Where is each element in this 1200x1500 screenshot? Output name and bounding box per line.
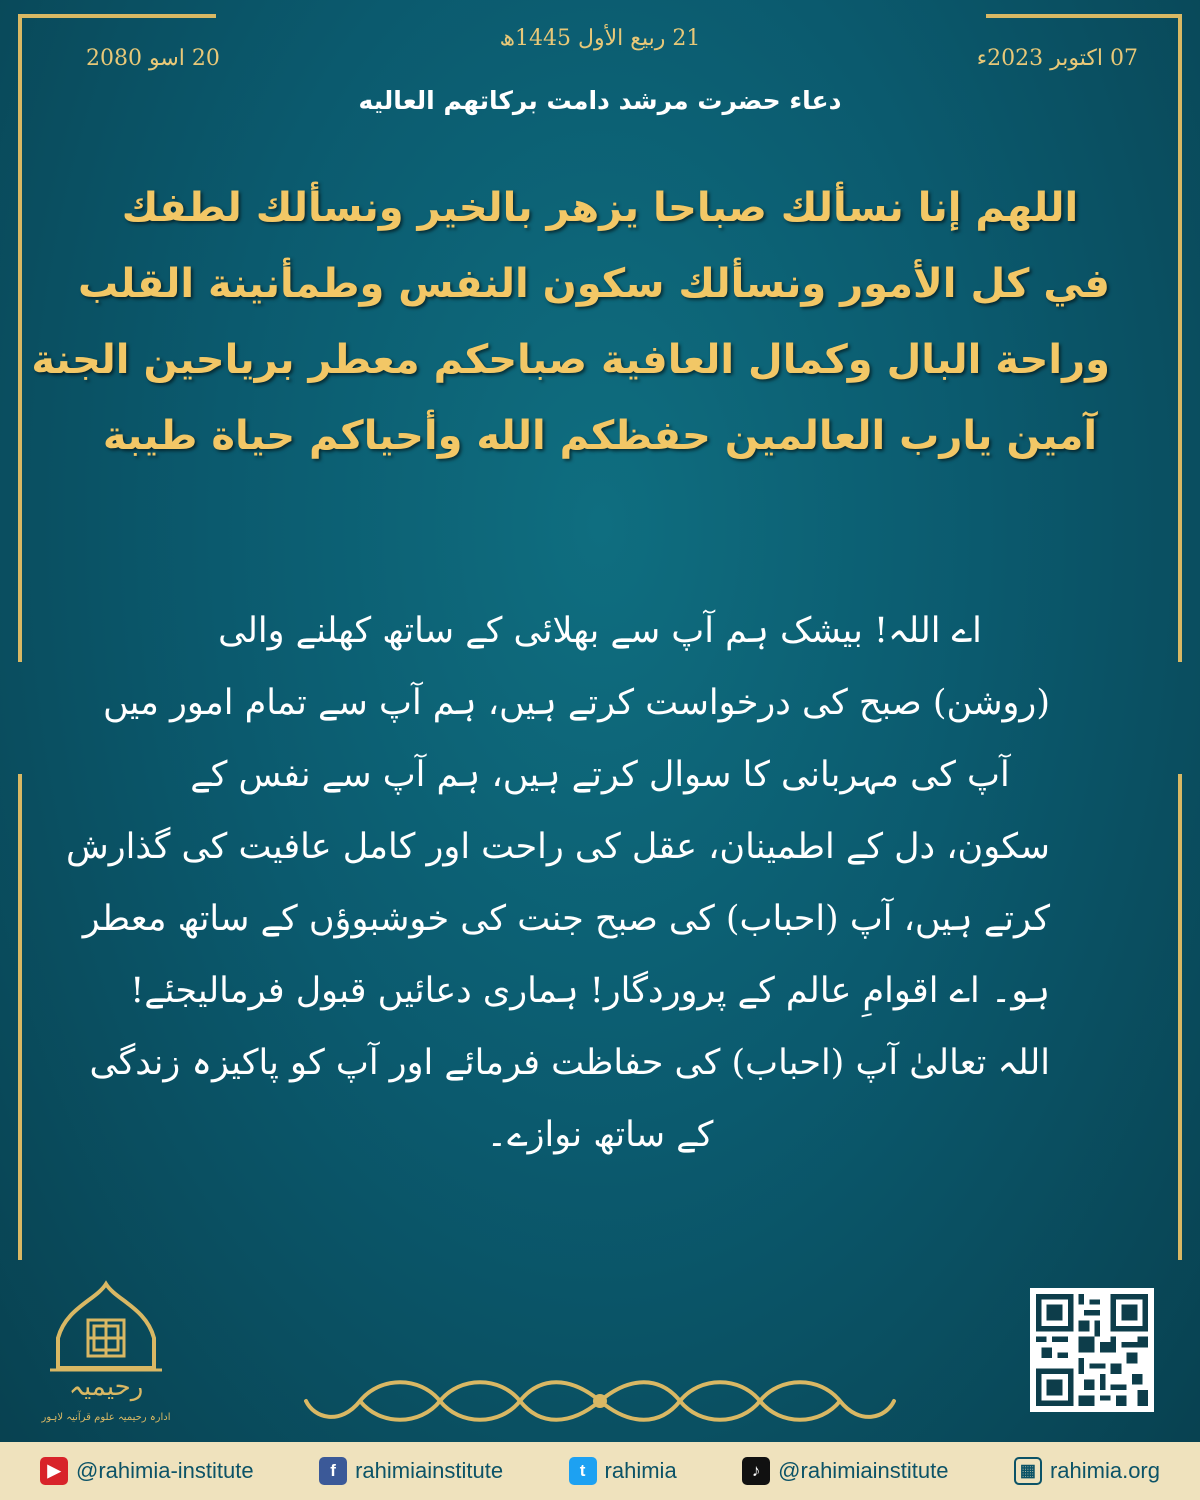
twitter-icon: t <box>569 1457 597 1485</box>
urdu-line: کے ساتھ نوازے۔ <box>486 1115 714 1155</box>
urdu-line: کرتے ہیں، آپ (احباب) کی صبح جنت کی خوشبوؤں کے ساتھ معطر <box>82 899 1050 939</box>
arabic-line: اللهم إنا نسألك صباحا يزهر بالخير ونسألك لطفك <box>121 185 1079 231</box>
rahimia-logo <box>36 1280 176 1440</box>
gregorian-date: 07 اکتوبر 2023ء <box>976 46 1138 71</box>
website-url: rahimia.org <box>1049 1458 1160 1483</box>
frame-right-lower <box>1178 774 1182 1260</box>
hijri-date: 21 ربيع الأول 1445ھ <box>499 26 701 51</box>
footer-social-bar <box>0 1442 1200 1500</box>
urdu-line: آپ کی مہربانی کا سوال کرتے ہیں، ہم آپ سے نفس کے <box>190 755 1010 795</box>
dua-title: دعاء حضرت مرشد دامت برکاتھم العالیه <box>358 86 842 115</box>
arabic-line: وراحة البال وكمال العافية صباحكم معطر برياحين الجنة <box>31 337 1110 383</box>
web-qr-icon: ▦ <box>1014 1457 1042 1485</box>
urdu-line: اے اللہ! بیشک ہم آپ سے بھلائی کے ساتھ کھلنے والی <box>218 611 982 651</box>
arabic-dua <box>31 170 1110 474</box>
twitter-handle: rahimia <box>604 1458 677 1483</box>
youtube-icon: ▶ <box>40 1457 68 1485</box>
facebook-link[interactable] <box>319 1457 503 1485</box>
arabic-line: آمين يارب العالمين حفظكم الله وأحياكم حياة طيبة <box>102 413 1098 459</box>
tiktok-handle: @rahimiainstitute <box>778 1458 949 1483</box>
qr-code-icon <box>1036 1294 1148 1406</box>
youtube-link[interactable] <box>40 1457 254 1485</box>
tiktok-link[interactable] <box>742 1457 948 1485</box>
youtube-handle: @rahimia-institute <box>76 1458 254 1483</box>
header <box>0 0 1200 120</box>
facebook-handle: rahimiainstitute <box>355 1458 504 1483</box>
nepali-date: 20 اسو 2080 <box>86 46 220 71</box>
qr-code[interactable] <box>1030 1288 1154 1412</box>
logo-caption: ادارہ رحیمیہ علوم قرآنیہ لاہور <box>41 1412 171 1423</box>
frame-left-lower <box>18 774 22 1260</box>
arabic-line: في كل الأمور ونسألك سكون النفس وطمأنينة القلب <box>77 261 1110 307</box>
urdu-line: ہو۔ اے اقوامِ عالم کے پروردگار! ہماری دعائیں قبول فرمالیجئے! <box>130 971 1050 1011</box>
website-link[interactable] <box>1014 1457 1160 1485</box>
twitter-link[interactable] <box>569 1457 677 1485</box>
urdu-line: (روشن) صبح کی درخواست کرتے ہیں، ہم آپ سے تمام امور میں <box>102 683 1050 723</box>
urdu-line: سکون، دل کے اطمینان، عقل کی راحت اور کامل عافیت کی گذارش <box>66 827 1050 867</box>
ornament-divider-icon <box>300 1368 900 1434</box>
urdu-translation <box>66 595 1050 1171</box>
urdu-line: اللہ تعالیٰ آپ (احباب) کی حفاظت فرمائے اور آپ کو پاکیزہ زندگی <box>89 1043 1050 1083</box>
facebook-icon: f <box>319 1457 347 1485</box>
tiktok-icon: ♪ <box>742 1457 770 1485</box>
logo-name: رحیمیہ <box>68 1372 144 1402</box>
